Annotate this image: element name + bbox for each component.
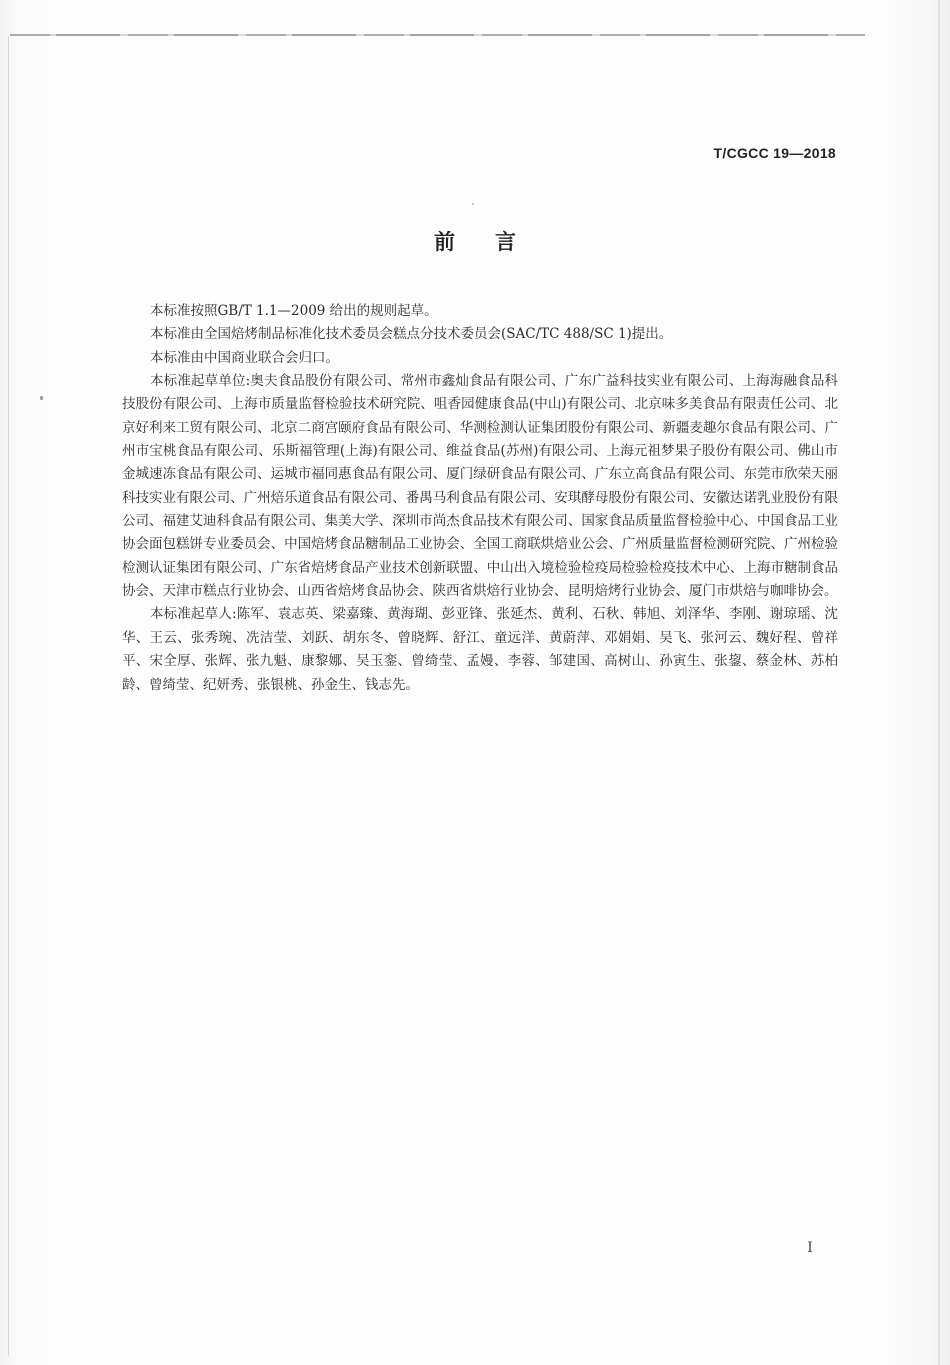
scan-speck — [40, 396, 43, 400]
paragraph-proposer: 本标准由全国焙烤制品标准化技术委员会糕点分技术委员会(SAC/TC 488/SC 1)提出。 — [150, 326, 673, 343]
page-number: I — [807, 1240, 813, 1256]
scan-right-shadow — [938, 0, 940, 1365]
paragraph-drafting-units: 本标准起草单位:奥夫食品股份有限公司、常州市鑫灿食品有限公司、广东广益科技实业有限公司、上海海融食品科技股份有限公司、上海市质量监督检验技术研究院、咀香园健康食品(中山)有限公司、北京味多美食品有限责任公司、北京好利来工贸有限公司、北京二商宫颐府食品有限公司、华测检测认证集团股份有限公司、新疆麦趣尔食品有限公司、广州市宝桃食品有限公司、乐斯福管理(上海)有限公司、维益食品(苏州)有限公司、上海元祖梦果子股份有限公司、佛山市金城速冻食品有限公司、运城市福同惠食品有限公司、厦门绿研食品有限公司、广东立高食品有限公司、东莞市欣荣天丽科技实业有限公司、广州焙乐道食品有限公司、番禺马利食品有限公司、安琪酵母股份有限公司、安徽达诺乳业股份有限公司、福建艾迪科食品有限公司、集美大学、深圳市尚杰食品技术有限公司、国家食品质量监督检验中心、中国食品工业协会面包糕饼专业委员会、中国焙烤食品糖制品工业协会、全国工商联烘焙业公会、广州质量监督检测研究院、广州检验检测认证集团有限公司、广东省焙烤食品产业技术创新联盟、中山出入境检验检疫局检验检疫技术中心、上海市糖制食品协会、天津市糕点行业协会、山西省焙烤食品协会、陕西省烘焙行业协会、昆明焙烤行业协会、厦门市烘焙与咖啡协会。 — [122, 373, 838, 600]
paragraph-drafting-rules: 本标准按照GB/T 1.1—2009 给出的规则起草。 — [150, 303, 438, 319]
scan-top-edge — [10, 34, 865, 36]
page-title: 前言 — [434, 230, 556, 254]
foreword-body — [122, 300, 838, 697]
document-code: T/CGCC 19—2018 — [713, 145, 836, 161]
paragraph-drafters: 本标准起草人:陈军、袁志英、梁嘉臻、黄海瑚、彭亚锋、张延杰、黄利、石秋、韩旭、刘泽华、李刚、谢琼瑶、沈华、王云、张秀琬、冼洁莹、刘跃、胡东冬、曾晓辉、舒江、童远洋、黄蔚萍、邓娟娟、吴飞、张河云、魏好程、曾祥平、宋全厚、张辉、张九魁、康黎娜、吴玉銮、曾绮莹、孟嫚、李蓉、邹建国、高树山、孙寅生、张鋆、蔡金林、苏柏龄、曾绮莹、纪妍秀、张银桃、孙金生、钱志先。 — [122, 606, 838, 693]
scan-speck — [472, 203, 474, 205]
paragraph-administrator: 本标准由中国商业联合会归口。 — [150, 349, 339, 366]
